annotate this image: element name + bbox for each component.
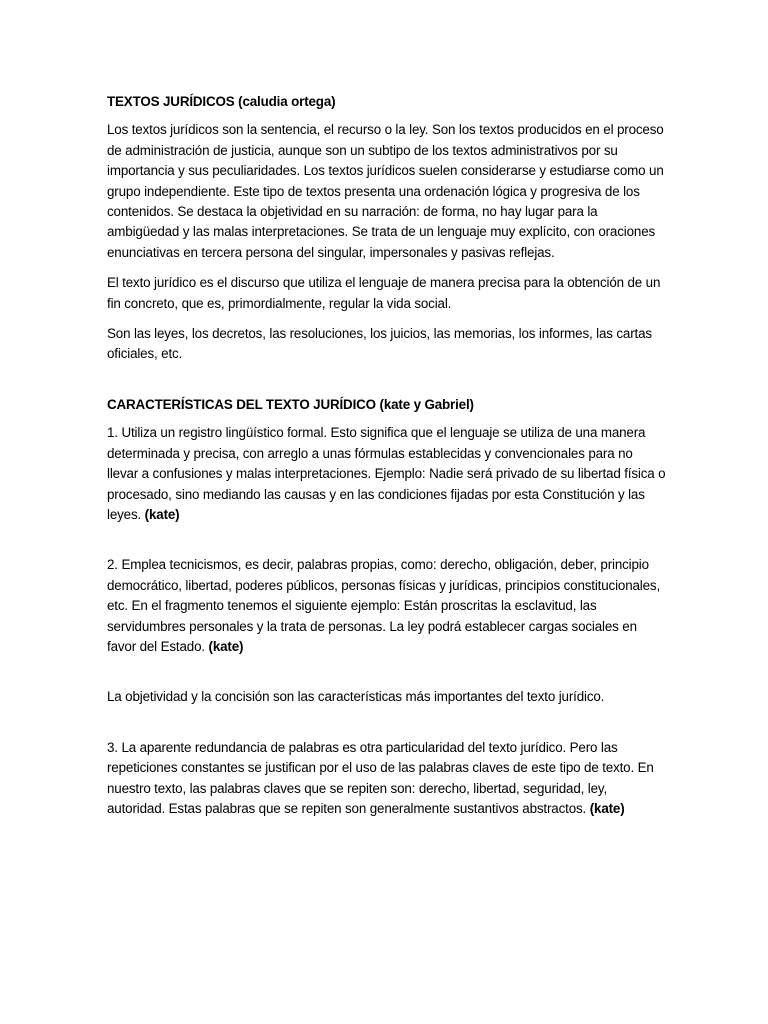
section-title-caracteristicas: CARACTERÍSTICAS DEL TEXTO JURÍDICO (kate y Gabriel)	[107, 396, 474, 412]
author-tag: (kate)	[589, 800, 625, 816]
paragraph-examples: Son las leyes, los decretos, las resoluciones, los juicios, las memorias, los informes, las cartas oficiales, etc.	[107, 326, 652, 362]
characteristic-item-1	[107, 423, 667, 525]
characteristic-item-2-text: 2. Emplea tecnicismos, es decir, palabras propias, como: derecho, obligación, deber, principio democrático, libertad, poderes públicos, personas físicas y jurídicas, principios constitucionales, etc. En el fragmento tenemos el siguiente ejemplo: Están proscritas la esclavitud, las servidumbres personales y la trata de personas. La ley podrá establecer cargas sociales en favor del Estado.	[107, 557, 661, 654]
paragraph-discourse: El texto jurídico es el discurso que utiliza el lenguaje de manera precisa para la obtención de un fin concreto, que es, primordialmente, regular la vida social.	[107, 275, 661, 311]
section-title-textos-juridicos: TEXTOS JURÍDICOS (caludia ortega)	[107, 94, 336, 109]
characteristic-item-2	[107, 555, 667, 657]
author-tag: (kate)	[144, 506, 180, 522]
characteristic-item-3-text: 3. La aparente redundancia de palabras es otra particularidad del texto jurídico. Pero las repeticiones constantes se justifican por el uso de las palabras claves de este tipo de texto. En nuestro texto, las palabras claves que se repiten son: derecho, libertad, seguridad, ley, autoridad. Estas palabras que se repiten son generalmente sustantivos abstractos.	[107, 739, 654, 816]
document-page	[107, 92, 667, 819]
paragraph-definition: Los textos jurídicos son la sentencia, el recurso o la ley. Son los textos producidos en el proceso de administración de justicia, aunque son un subtipo de los textos administrativos por su importancia y sus peculiaridades. Los textos jurídicos suelen considerarse y estudiarse como un grupo independiente. Este tipo de textos presenta una ordenación lógica y progresiva de los contenidos. Se destaca la objetividad en su narración: de forma, no hay lugar para la ambigüedad y las malas interpretaciones. Se trata de un lenguaje muy explícito, con oraciones enunciativas en tercera persona del singular, impersonales y pasivas reflejas.	[107, 122, 664, 260]
note-paragraph: La objetividad y la concisión son las características más importantes del texto jurídico.	[107, 689, 605, 705]
characteristic-item-3	[107, 738, 667, 820]
characteristic-item-1-text: 1. Utiliza un registro lingüístico formal. Esto significa que el lenguaje se utiliza de una manera determinada y precisa, con arreglo a unas fórmulas establecidas y convencionales para no llevar a confusiones y malas interpretaciones. Ejemplo: Nadie será privado de su libertad física o procesado, sino mediando las causas y en las condiciones fijadas por esta Constitución y las leyes.	[107, 425, 666, 522]
author-tag: (kate)	[208, 638, 244, 654]
